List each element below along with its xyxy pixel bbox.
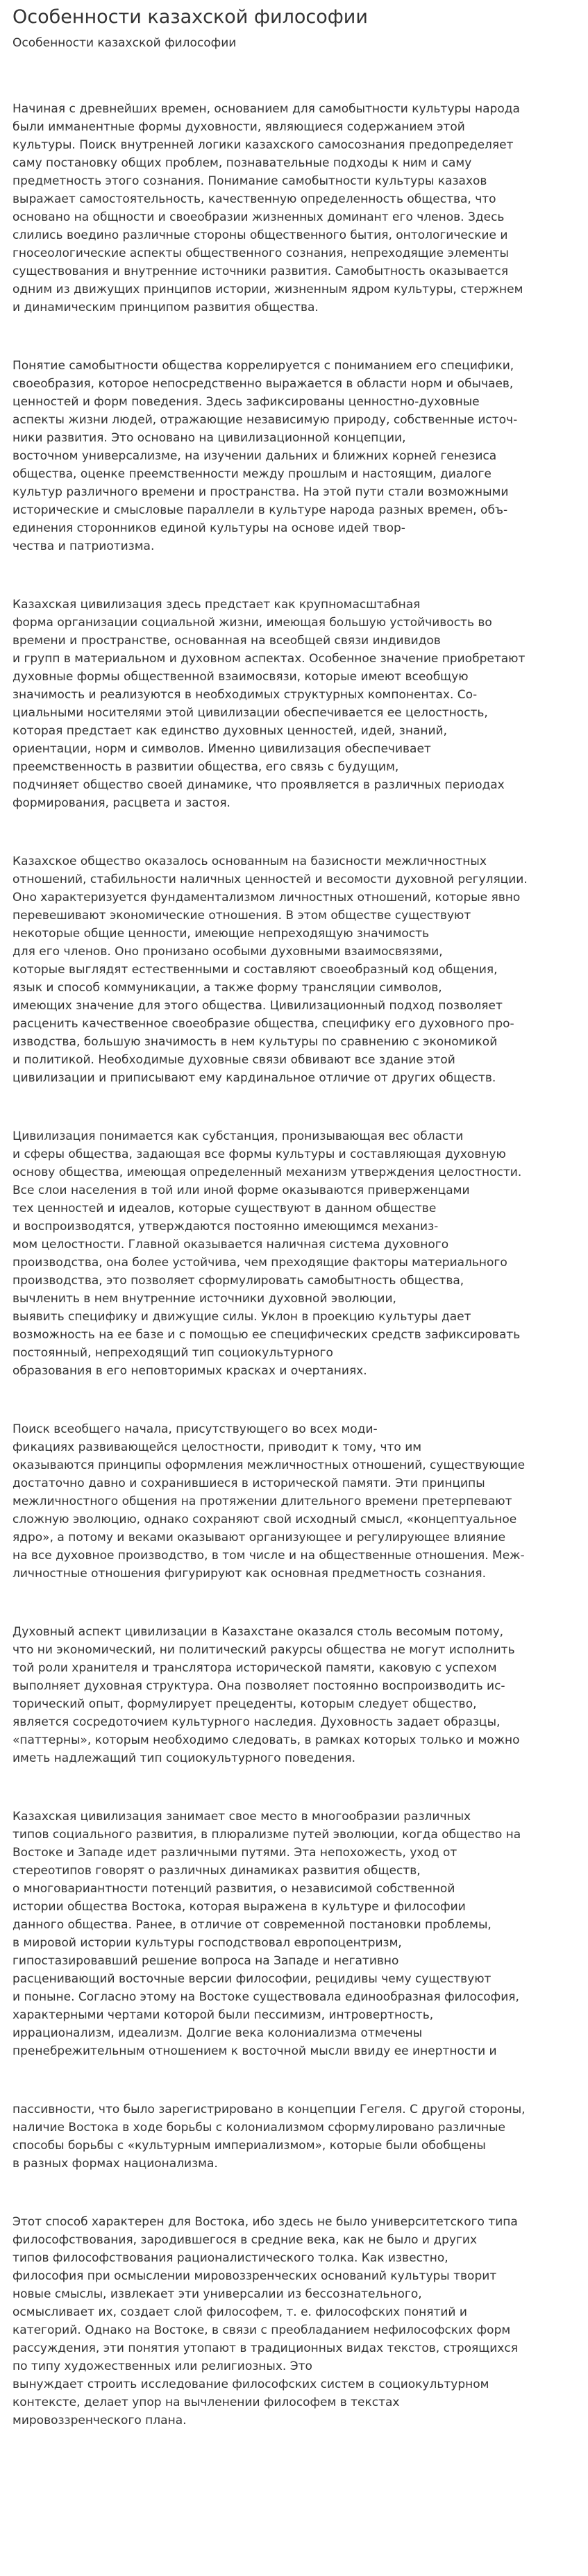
paragraph-7: Духовный аспект цивилизации в Казахстане оказался столь весомым потому, что ни экономический, ни политический ракурсы общества не могут исполнить той роли хранителя и транслятора исторической памяти, каковую с успехом выполняет духовная структура. Она позволяет постоянно воспроизводить ис- торический опыт, формулирует прецеденты, которым следует общество, является сосредоточием культурного наследия. Духовность задает образцы, «паттерны», которым необходимо следовать, в рамках которых только и можно иметь надлежащий тип социокультурного поведения.	[12, 1625, 520, 1765]
spacer	[12, 2173, 576, 2213]
spacer	[12, 317, 576, 357]
spacer	[12, 1087, 576, 1127]
spacer	[12, 1767, 576, 1808]
spacer	[12, 812, 576, 852]
paragraph-10: Этот способ характерен для Востока, ибо здесь не было университетского типа философствования, зародившегося в средние века, как не было и других типов философствования рационалистического толка. Как известно, философия при осмыслении мировоззренческих оснований культуры творит новые смыслы, извлекает эти универсалии из бессознательного, осмысливает их, создает слой философем, т. е. философских понятий и категорий. Однако на Востоке, в связи с преобладанием нефилософских форм рассуждения, эти понятия утопают в традиционных видах текстов, строящихся по типу художественных или религиозных. Это вынуждает строить исследование философских систем в социокультурном контексте, делает упор на вычленении философем в текстах мировоззренческого плана.	[12, 2215, 518, 2427]
paragraph-3: Казахская цивилизация здесь предстает как крупномасштабная форма организации социальной жизни, имеющая большую устойчивость во времени и пространстве, основанная на всеобщей связи индивидов и групп в материальном и духовном аспектах. Особенное значение приобретают духовные формы общественной взаимосвязи, которые имеют всеобщую значимость и реализуются в необходимых структурных компонентах. Со- циальными носителями этой цивилизации обеспечивается ее целостность, которая предстает как единство духовных ценностей, идей, знаний, ориентации, норм и символов. Именно цивилизация обеспечивает преемственность в развитии общества, его связь с будущим, подчиняет общество своей динамике, что проявляется в различных периодах формирования, расцвета и застоя.	[12, 598, 526, 810]
page-title: Особенности казахской философии	[12, 6, 368, 28]
spacer	[12, 71, 576, 100]
paragraph-1: Начиная с древнейших времен, основанием для самобытности культуры народа были имманентные формы духовности, являющиеся содержанием этой культуры. Поиск внутренней логики казахского самосознания предопределяет саму постановку общих проблем, познавательные подходы к ним и саму предметность этого сознания. Понимание самобытности культуры казахов выражает самостоятельность, качественную определенность общества, что основано на общности и своеобразии жизненных доминант его членов. Здесь слились воедино различные стороны общественного бытия, онтологические и гносеологические аспекты общественного сознания, непреходящие элементы существования и внутренние источники развития. Самобытность оказывается одним из движущих принципов истории, жизненным ядром культуры, стержнем и динамическим принципом развития общества.	[12, 102, 523, 314]
page-subtitle: Особенности казахской философии	[12, 36, 237, 50]
spacer	[12, 1583, 576, 1623]
paragraph-5: Цивилизация понимается как субстанция, пронизывающая вес области и сферы общества, задающая все формы культуры и составляющая духовную основу общества, имеющая определенный механизм утверждения целостности. Все слои населения в той или иной форме оказываются приверженцами тех ценностей и идеалов, которые существуют в данном обществе и воспроизводятся, утверждаются постоянно имеющимся механиз- мом целостности. Главной оказывается наличная система духовного производства, она более устойчива, чем преходящие факторы материального производства, это позволяет сформулировать самобытность общества, вычленить в нем внутренние источники духовной эволюции, выявить специфику и движущие силы. Уклон в проекцию культуры дает возможность на ее базе и с помощью ее специфических средств зафиксировать постоянный, непреходящий тип социокультурного образования в его неповторимых красках и очертаниях.	[12, 1129, 522, 1378]
paragraph-2: Понятие самобытности общества коррелируется с пониманием его специфики, своеобразия, которое непосредственно выражается в области норм и обычаев, ценностей и форм поведения. Здесь зафиксированы ценностно-духовные аспекты жизни людей, отражающие независимую природу, собственные источ- ники развития. Это основано на цивилизационной концепции, восточном универсализме, на изучении дальних и ближних корней генезиса общества, оценке преемственности между прошлым и настоящим, диалоге культур различного времени и пространства. На этой пути стали возможными исторические и смысловые параллели в культуре народа разных времен, объ- единения сторонников единой культуры на основе идей твор- чества и патриотизма.	[12, 359, 518, 553]
paragraph-6: Поиск всеобщего начала, присутствующего во всех моди- фикациях развивающейся целостности, приводит к тому, что им оказываются принципы оформления межличностных отношений, существующие достаточно давно и сохранившиеся в исторической памяти. Эти принципы межличностного общения на протяжении длительного времени претерпевают сложную эволюцию, однако сохраняют свой исходный смысл, «концептуальное ядро», а потому и веками оказывают организующее и регулирующее влияние на все духовное производство, в том числе и на общественные отношения. Меж- личностные отношения фигурируют как основная предметность сознания.	[12, 1422, 526, 1581]
paragraph-9: пассивности, что было зарегистрировано в концепции Гегеля. С другой стороны, наличие Востока в ходе борьбы с колониализмом сформулировано различные способы борьбы с «культурным империализмом», которые были обобщены в разных формах национализма.	[12, 2103, 526, 2171]
spacer	[12, 2060, 576, 2101]
spacer	[12, 555, 576, 596]
paragraph-8: Казахская цивилизация занимает свое место в многообразии различных типов социального развития, в плюрализме путей эволюции, когда общество на Востоке и Западе идет различными путями. Эта непохожесть, уход от стереотипов говорят о различных динамиках развития обществ, о многовариантности потенций развития, о независимой собственной истории общества Востока, которая выражена в культуре и философии данного общества. Ранее, в отличие от современной постановки проблемы, в мировой истории культуры господствовал европоцентризм, гипостазировавший решение вопроса на Западе и негативно расценивающий восточные версии философии, рецидивы чему существуют и поныне. Согласно этому на Востоке существовала единообразная философия, характерными чертами которой были пессимизм, интровертность, иррационализм, идеализм. Долгие века колониализма отмечены пренебрежительным отношением к восточной мысли ввиду ее инертности и	[12, 1810, 521, 2058]
spacer	[12, 1380, 576, 1420]
paragraph-4: Казахское общество оказалось основанным на базисности межличностных отношений, стабильности наличных ценностей и весомости духовной регуляции. Оно характеризуется фундаментализмом личностных отношений, которые явно перевешивают экономические отношения. В этом обществе существуют некоторые общие ценности, имеющие непреходящую значимость для его членов. Оно пронизано особыми духовными взаимосвязями, которые выглядят естественными и составляют своеобразный код общения, язык и способ коммуникации, а также форму трансляции символов, имеющих значение для этого общества. Цивилизационный подход позволяет расценить качественное своеобразие общества, специфику его духовного про- изводства, большую значимость в нем культуры по сравнению с экономикой и политикой. Необходимые духовные связи обвивают все здание этой цивилизации и приписывают ему кардинальное отличие от других обществ.	[12, 855, 528, 1085]
